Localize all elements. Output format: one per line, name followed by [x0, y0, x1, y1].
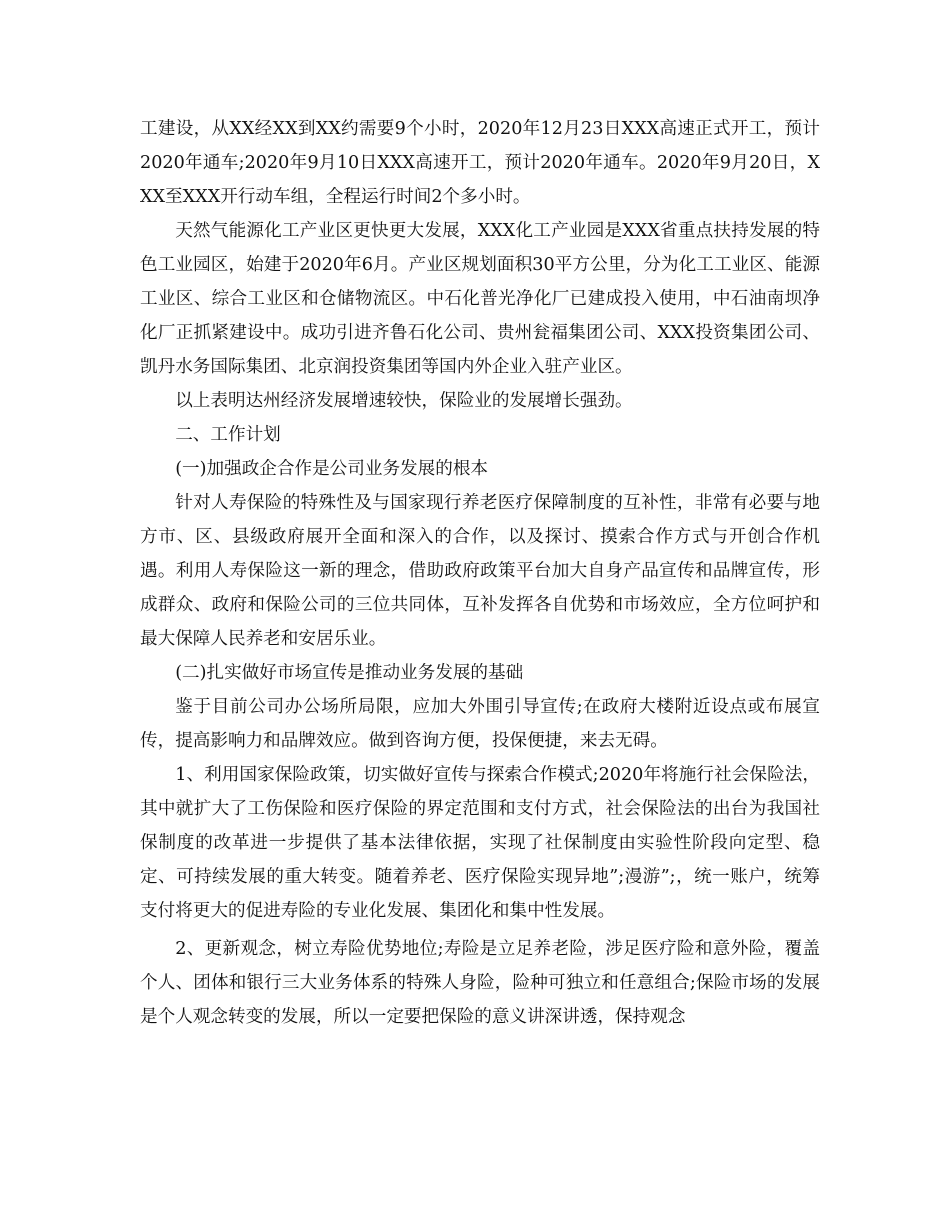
subheading-market-promotion: (二)扎实做好市场宣传是推动业务发展的基础	[175, 663, 524, 683]
document-body	[140, 112, 820, 1034]
paragraph-economy-summary: 以上表明达州经济发展增速较快，保险业的发展增长强劲。	[175, 391, 633, 411]
paragraph-item-2-update-concepts: 2、更新观念，树立寿险优势地位;寿险是立足养老险，涉足医疗险和意外险，覆盖个人、团体和银行三大业务体系的特殊人身险，险种可独立和任意组合;保险市场的发展是个人观念转变的发展，所以一定要把保险的意义讲深讲透，保持观念	[140, 939, 820, 1027]
paragraph-transport-continued: 工建设，从XX经XX到XX约需要9个小时，2020年12月23日XXX高速正式开工，预计2020年通车;2020年9月10日XXX高速开工，预计2020年通车。2020年9月20日，XXX至XXX开行动车组，全程运行时间2个多小时。	[140, 119, 820, 207]
section-heading-work-plan: 二、工作计划	[175, 425, 281, 445]
paragraph-market-promotion: 鉴于目前公司办公场所局限，应加大外围引导宣传;在政府大楼附近设点或布展宣传，提高影响力和品牌效应。做到咨询方便，投保便捷，来去无碍。	[140, 697, 820, 751]
paragraph-chemical-industry-zone: 天然气能源化工产业区更快更大发展，XXX化工产业园是XXX省重点扶持发展的特色工业园区，始建于2020年6月。产业区规划面积30平方公里，分为化工工业区、能源工业区、综合工业区和仓储物流区。中石化普光净化厂已建成投入使用，中石油南坝净化厂正抓紧建设中。成功引进齐鲁石化公司、贵州瓮福集团公司、XXX投资集团公司、凯丹水务国际集团、北京润投资集团等国内外企业入驻产业区。	[140, 221, 820, 377]
paragraph-item-1-insurance-policy: 1、利用国家保险政策，切实做好宣传与探索合作模式;2020年将施行社会保险法，其中就扩大了工伤保险和医疗保险的界定范围和支付方式，社会保险法的出台为我国社保制度的改革进一步提供了基本法律依据，实现了社保制度由实验性阶段向定型、稳定、可持续发展的重大转变。随着养老、医疗保险实现异地”;漫游”;，统一账户，统筹支付将更大的促进寿险的专业化发展、集团化和集中性发展。	[140, 765, 820, 921]
paragraph-government-cooperation: 针对人寿保险的特殊性及与国家现行养老医疗保障制度的互补性，非常有必要与地方市、区、县级政府展开全面和深入的合作，以及探讨、摸索合作方式与开创合作机遇。利用人寿保险这一新的理念，借助政府政策平台加大自身产品宣传和品牌宣传，形成群众、政府和保险公司的三位共同体，互补发挥各自优势和市场效应，全方位呵护和最大保障人民养老和安居乐业。	[140, 493, 820, 649]
subheading-government-cooperation: (一)加强政企合作是公司业务发展的根本	[175, 459, 489, 479]
